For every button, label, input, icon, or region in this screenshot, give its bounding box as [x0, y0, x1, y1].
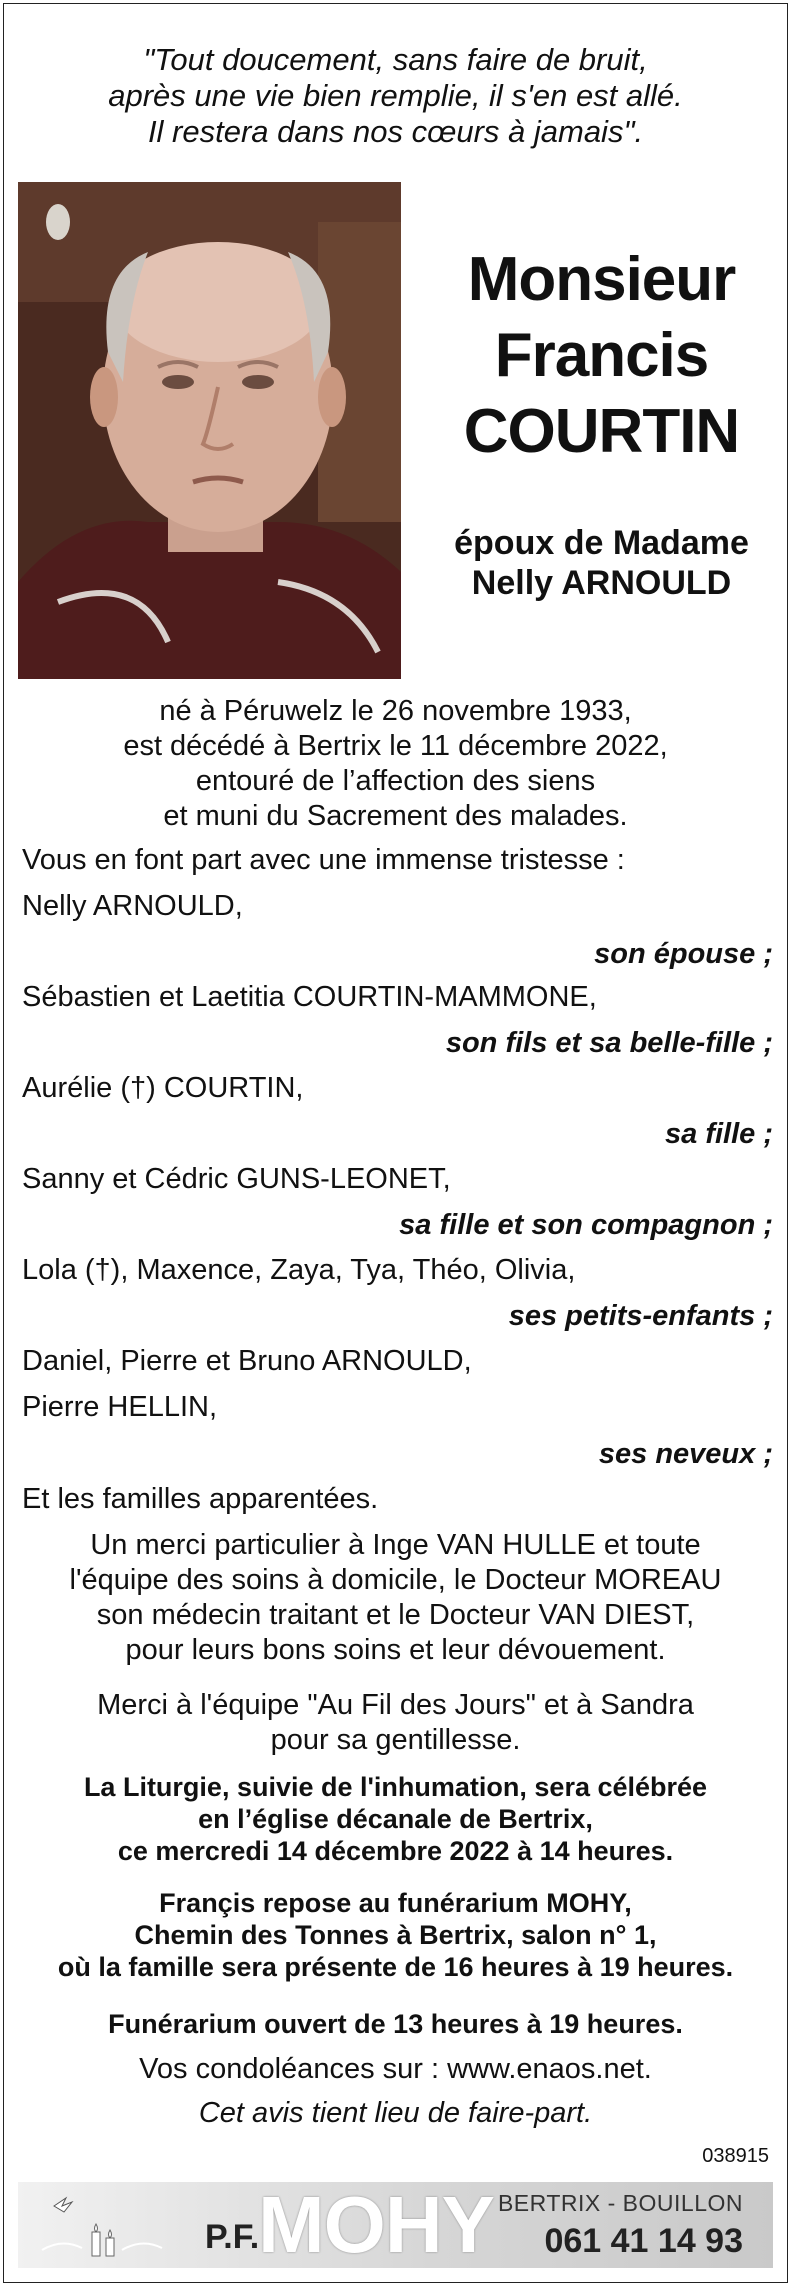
funeral-home-banner [18, 2182, 773, 2268]
sacrament-line: et muni du Sacrement des malades. [163, 800, 628, 832]
quote-line: Il restera dans nos cœurs à jamais". [147, 114, 644, 149]
family-relation: ses neveux ; [598, 1438, 773, 1470]
deceased-name [419, 242, 784, 470]
ceremony-info [4, 1771, 787, 1867]
thanks-line: son médecin traitant et le Docteur VAN DIEST, [96, 1599, 695, 1631]
family-relation: sa fille et son compagnon ; [399, 1209, 773, 1241]
thanks-paragraph-2 [4, 1688, 787, 1758]
spouse-line: époux de Madame [454, 524, 749, 562]
family-names: Nelly ARNOULD, [22, 890, 243, 922]
dove-candle-icon [32, 2188, 172, 2264]
quote-line: "Tout doucement, sans faire de bruit, [143, 42, 648, 77]
thanks-paragraph [4, 1528, 787, 1668]
spouse-line: Nelly ARNOULD [471, 564, 732, 602]
thanks-line: l'équipe des soins à domicile, le Docteur MOREAU [69, 1564, 722, 1596]
family-names: Pierre HELLIN, [22, 1391, 218, 1423]
funerarium-line: Françis repose au funérarium MOHY, [159, 1888, 632, 1918]
birth-death-info [4, 694, 787, 834]
family-relation: son épouse ; [594, 938, 773, 970]
family-relation: ses petits-enfants ; [508, 1300, 773, 1332]
notice-line: Cet avis tient lieu de faire-part. [198, 2097, 593, 2129]
funerarium-info [4, 1887, 787, 1983]
thanks-line: pour leurs bons soins et leur dévouement. [125, 1634, 666, 1666]
brand-prefix: P.F. [205, 2218, 260, 2256]
funerarium-hours: Funérarium ouvert de 13 heures à 19 heures. [108, 2009, 683, 2039]
brand-location: BERTRIX - BOUILLON [497, 2190, 743, 2216]
portrait-illustration [18, 182, 401, 679]
brand-name: MOHY [258, 2180, 494, 2269]
thanks-line: Un merci particulier à Inge VAN HULLE et toute [90, 1529, 701, 1561]
condolences-line: Vos condoléances sur : www.enaos.net. [139, 2053, 652, 2085]
deceased-last-name: COURTIN [463, 397, 740, 466]
portrait-photo [18, 182, 401, 679]
circumstance-line: entouré de l’affection des siens [195, 765, 596, 797]
obituary-notice [3, 3, 788, 2283]
reference-number: 038915 [702, 2145, 769, 2167]
announcement-line: Vous en font part avec une immense tristesse : [22, 844, 625, 876]
quote-line: après une vie bien remplie, il s'en est allé. [108, 78, 683, 113]
thanks-line: pour sa gentillesse. [270, 1724, 521, 1756]
family-names: Daniel, Pierre et Bruno ARNOULD, [22, 1345, 472, 1377]
ceremony-line: ce mercredi 14 décembre 2022 à 14 heures. [117, 1836, 674, 1866]
brand-phone: 061 41 14 93 [544, 2222, 743, 2260]
birth-line: né à Péruwelz le 26 novembre 1933, [159, 695, 632, 727]
spouse-info [419, 523, 784, 603]
ceremony-line: La Liturgie, suivie de l'inhumation, sera célébrée [83, 1772, 708, 1802]
deceased-title: Monsieur [467, 245, 736, 314]
family-relation: son fils et sa belle-fille ; [445, 1027, 773, 1059]
family-names: Lola (†), Maxence, Zaya, Tya, Théo, Olivia, [22, 1254, 576, 1286]
family-names: Sébastien et Laetitia COURTIN-MAMMONE, [22, 981, 597, 1013]
deceased-first-name: Francis [494, 321, 709, 390]
closing-family-line: Et les familles apparentées. [22, 1483, 379, 1515]
funerarium-line: Chemin des Tonnes à Bertrix, salon n° 1, [134, 1920, 657, 1950]
family-names: Aurélie (†) COURTIN, [22, 1072, 304, 1104]
death-line: est décédé à Bertrix le 11 décembre 2022, [123, 730, 668, 762]
ceremony-line: en l’église décanale de Bertrix, [198, 1804, 593, 1834]
funerarium-line: où la famille sera présente de 16 heures à 19 heures. [57, 1952, 734, 1982]
family-relation: sa fille ; [665, 1118, 773, 1150]
epitaph-quote [4, 42, 787, 150]
family-names: Sanny et Cédric GUNS-LEONET, [22, 1163, 451, 1195]
thanks-line: Merci à l'équipe "Au Fil des Jours" et à Sandra [97, 1689, 694, 1721]
